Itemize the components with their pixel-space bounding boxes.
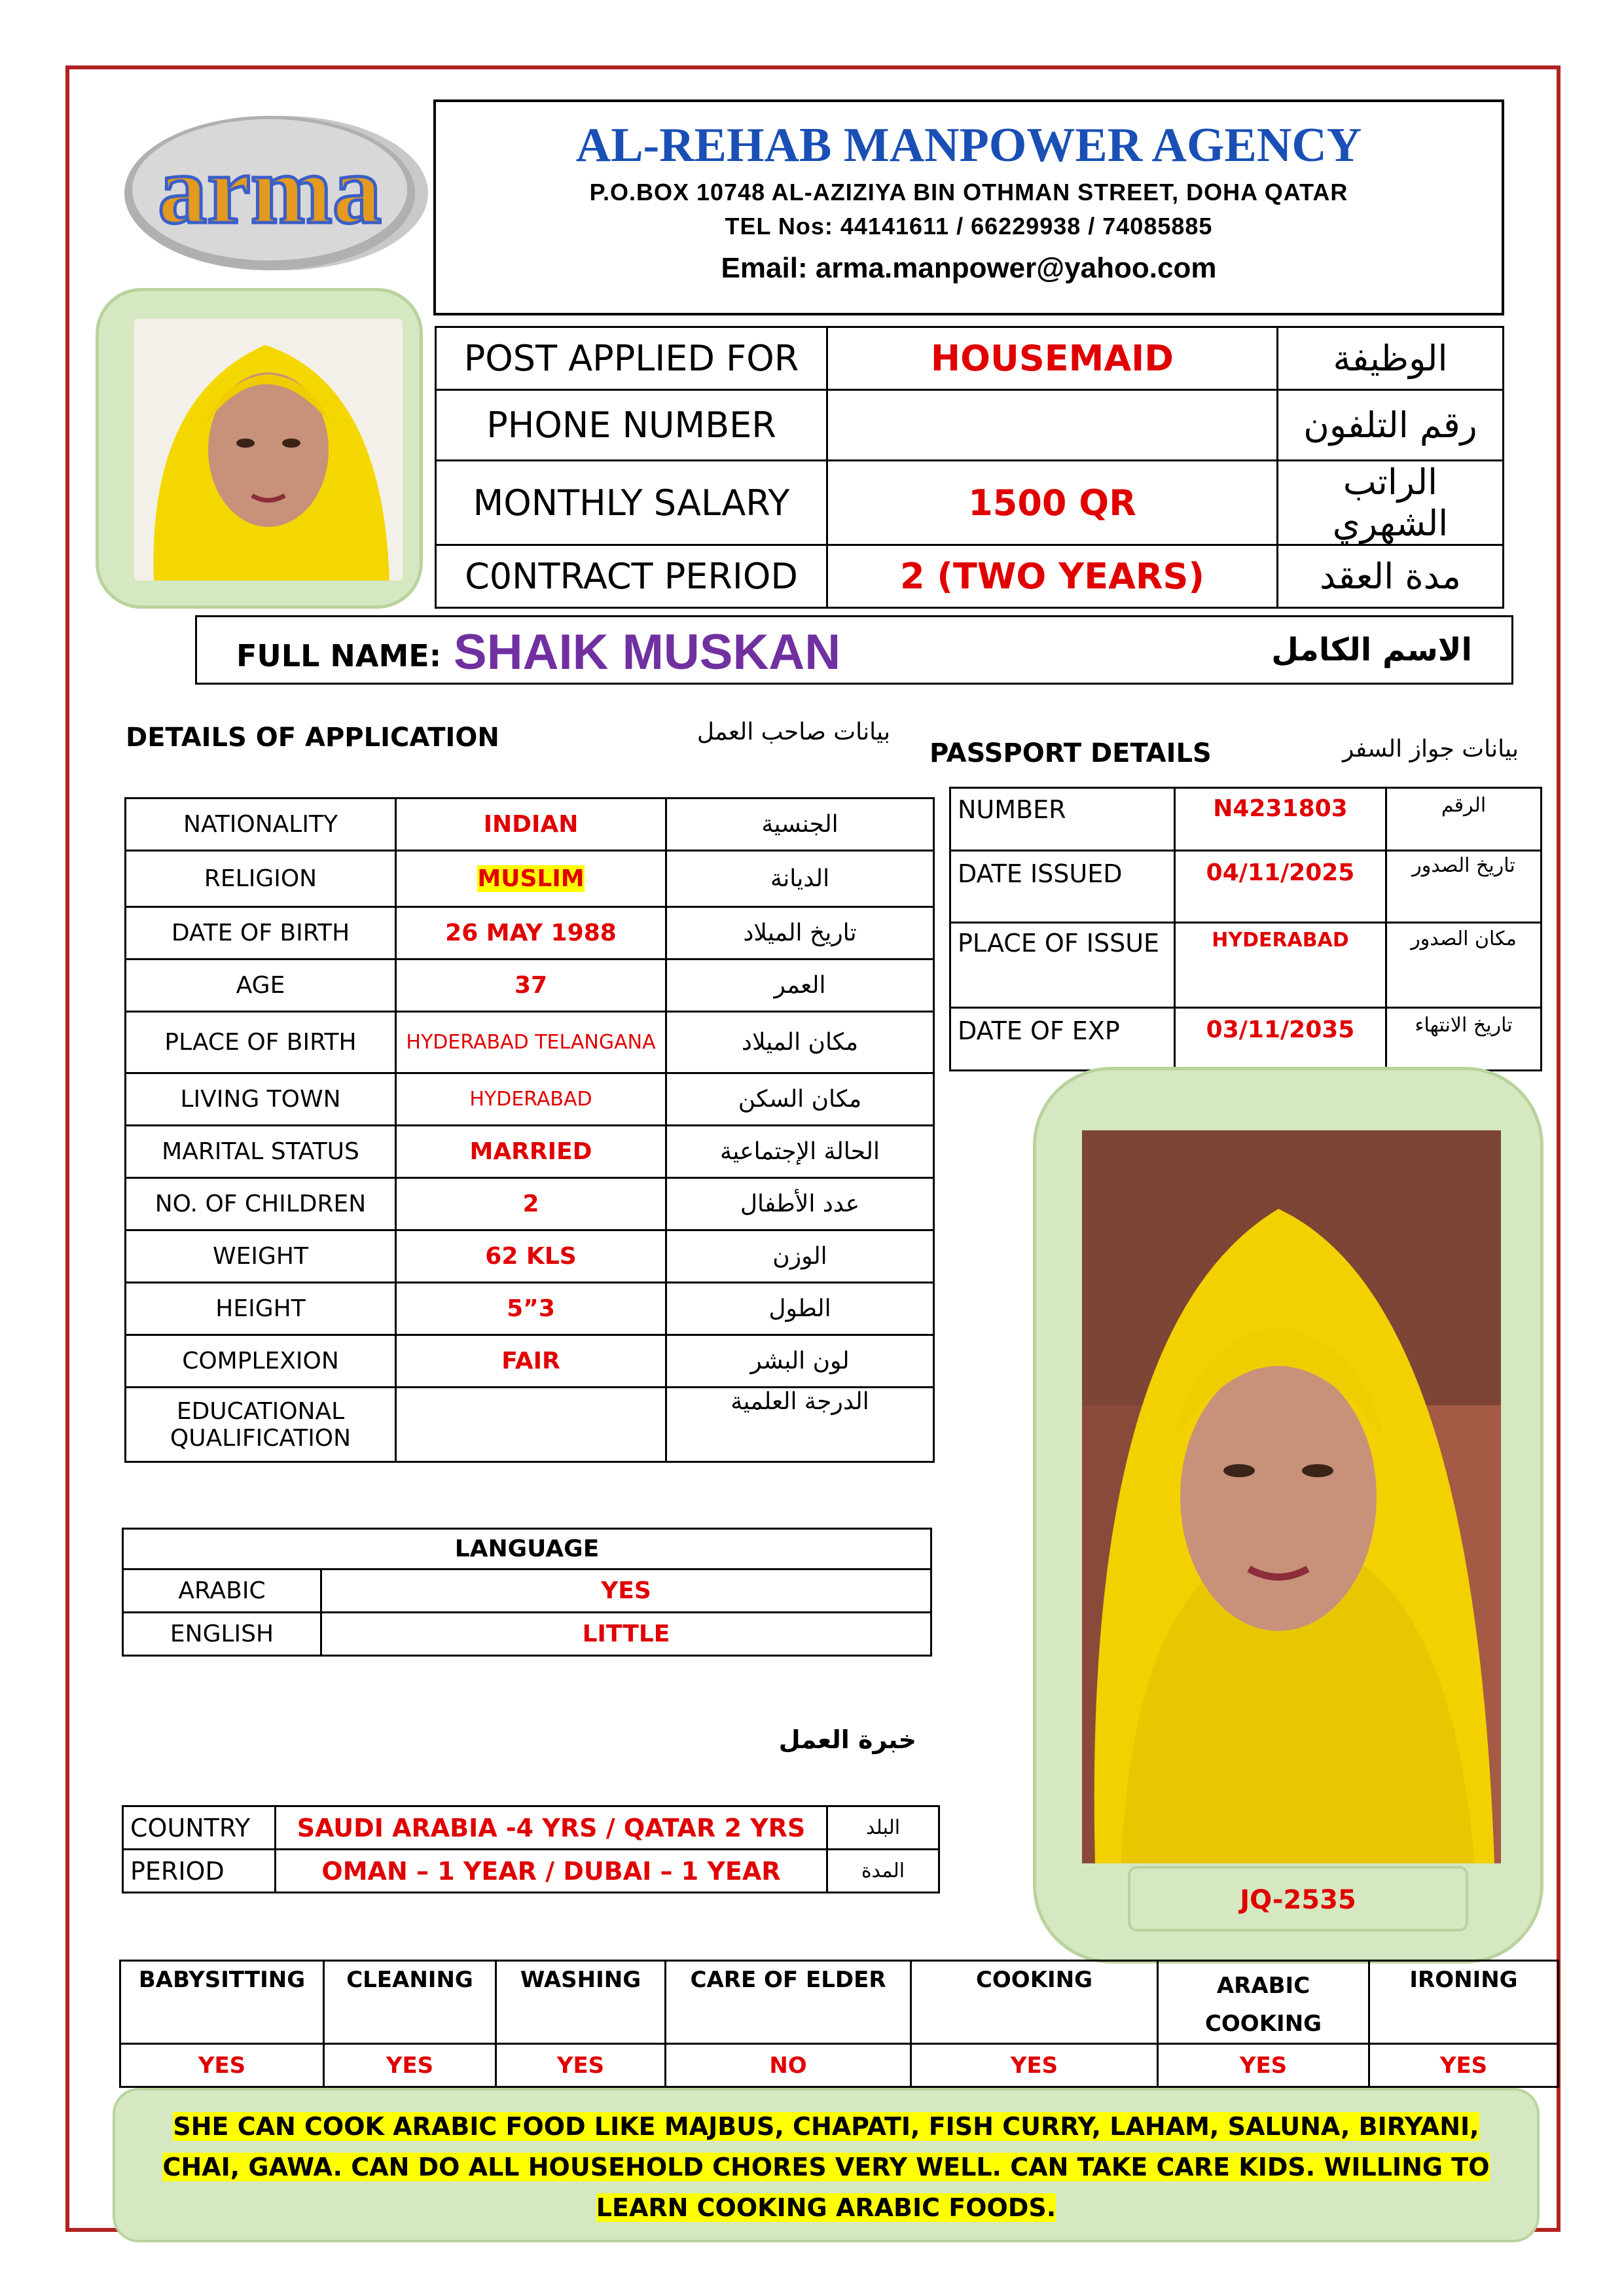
remarks-text: SHE CAN COOK ARABIC FOOD LIKE MAJBUS, CHAPATI, FISH CURRY, LAHAM, SALUNA, BIRYANI, CHAI, GAWA. CAN DO ALL HOUSEHOLD CHORES VERY WELL. CAN TAKE CARE KIDS. WILLING TO LEARN COOKING ARABIC FOODS. [162,2112,1490,2222]
photo-large-frame [1033,1067,1543,1964]
table-row [123,1806,939,1850]
app-value [396,851,666,907]
table-row [126,1178,934,1230]
table-row [126,798,934,851]
app-value: MARRIED [396,1126,666,1178]
agency-logo [119,105,433,281]
job-label: MONTHLY SALARY [436,461,827,545]
skill-header: COOKING [911,1961,1158,2044]
skill-value: YES [1158,2044,1369,2087]
table-row [950,1008,1542,1071]
agency-name: AL-REHAB MANPOWER AGENCY [575,118,1362,172]
application-table [124,797,935,1463]
table-row [126,851,934,907]
app-label: WEIGHT [126,1230,396,1283]
app-value: HYDERABAD TELANGANA [396,1012,666,1073]
app-value: 5”3 [396,1283,666,1335]
language-table [122,1528,932,1657]
language-label: ARABIC [123,1570,321,1613]
table-row [123,1850,939,1893]
agency-header [433,99,1504,315]
photo-small-frame [96,288,423,609]
skill-header: CLEANING [324,1961,496,2044]
job-value: 2 (TWO YEARS) [827,545,1278,608]
app-label: PLACE OF BIRTH [126,1012,396,1073]
full-name-value: SHAIK MUSKAN [454,624,841,680]
app-label: DATE OF BIRTH [126,907,396,960]
table-row [120,1961,1559,2044]
experience-label: COUNTRY [123,1806,276,1850]
passport-label-ar: تاريخ الانتهاء [1386,1008,1542,1071]
language-value: LITTLE [321,1613,931,1656]
agency-tel: TEL Nos: 44141611 / 66229938 / 74085885 [725,213,1213,240]
table-row [126,960,934,1012]
skill-value: YES [911,2044,1158,2087]
passport-label-ar: تاريخ الصدور [1386,851,1542,923]
job-row [436,327,1504,390]
skill-value: YES [324,2044,496,2087]
full-name-box [195,615,1513,685]
passport-title-ar: بيانات جواز السفر [1342,736,1519,762]
table-row [126,1335,934,1388]
remarks-box [113,2088,1540,2242]
application-title: DETAILS OF APPLICATION [126,723,499,753]
app-label-ar: عدد الأطفال [666,1178,934,1230]
table-row [126,907,934,960]
table-row [126,1230,934,1283]
logo-text: arma [158,135,382,244]
job-table [435,326,1504,609]
religion-highlight: MUSLIM [477,865,585,892]
app-label: EDUCATIONAL QUALIFICATION [126,1388,396,1462]
table-row [126,1012,934,1073]
job-row [436,390,1504,461]
passport-table [949,787,1542,1071]
passport-value: 04/11/2025 [1175,851,1386,923]
app-value: 2 [396,1178,666,1230]
experience-label: PERIOD [123,1850,276,1893]
skill-header: CARE OF ELDER [666,1961,911,2044]
app-value: 37 [396,960,666,1012]
skill-header: BABYSITTING [120,1961,324,2044]
photo-small [134,319,403,581]
table-row [123,1613,931,1656]
app-label-ar: الطول [666,1283,934,1335]
skill-value: YES [1369,2044,1559,2087]
job-row [436,461,1504,545]
job-label-ar: مدة العقد [1278,545,1504,608]
app-label-ar: العمر [666,960,934,1012]
full-name-label: FULL NAME: [236,638,442,673]
photo-large [1082,1130,1501,1863]
app-label: MARITAL STATUS [126,1126,396,1178]
app-label: COMPLEXION [126,1335,396,1388]
app-label-ar: الديانة [666,851,934,907]
skill-header: WASHING [496,1961,666,2044]
experience-value: OMAN – 1 YEAR / DUBAI – 1 YEAR [276,1850,827,1893]
application-title-ar: بيانات صاحب العمل [696,719,890,745]
app-label: AGE [126,960,396,1012]
table-row [950,851,1542,923]
app-label: RELIGION [126,851,396,907]
experience-label-ar: البلد [827,1806,939,1850]
app-value: FAIR [396,1335,666,1388]
language-title: LANGUAGE [123,1529,931,1570]
table-row [123,1529,931,1570]
skill-value: YES [496,2044,666,2087]
language-label: ENGLISH [123,1613,321,1656]
app-label-ar: الحالة الإجتماعية [666,1126,934,1178]
job-row [436,545,1504,608]
experience-label-ar: المدة [827,1850,939,1893]
job-value: HOUSEMAID [827,327,1278,390]
app-value [396,1388,666,1462]
app-label: LIVING TOWN [126,1073,396,1126]
app-label-ar: لون البشر [666,1335,934,1388]
app-value: 26 MAY 1988 [396,907,666,960]
job-value [827,390,1278,461]
passport-label-ar: الرقم [1386,788,1542,851]
table-row [950,788,1542,851]
job-value: 1500 QR [827,461,1278,545]
job-label-ar: الوظيفة [1278,327,1504,390]
passport-value: N4231803 [1175,788,1386,851]
app-value: 62 KLS [396,1230,666,1283]
table-row [126,1283,934,1335]
table-row [126,1126,934,1178]
app-label-ar: الوزن [666,1230,934,1283]
passport-label: NUMBER [950,788,1175,851]
passport-label: PLACE OF ISSUE [950,923,1175,1008]
passport-label: DATE ISSUED [950,851,1175,923]
language-value: YES [321,1570,931,1613]
table-row [123,1570,931,1613]
full-name-label-ar: الاسم الكامل [1271,632,1472,668]
agency-address: P.O.BOX 10748 AL-AZIZIYA BIN OTHMAN STREET, DOHA QATAR [589,179,1348,206]
app-label-ar: تاريخ الميلاد [666,907,934,960]
passport-value: 03/11/2035 [1175,1008,1386,1071]
passport-label: DATE OF EXP [950,1008,1175,1071]
skill-value: YES [120,2044,324,2087]
agency-email[interactable]: Email: arma.manpower@yahoo.com [721,252,1217,284]
job-label: C0NTRACT PERIOD [436,545,827,608]
app-value: HYDERABAD [396,1073,666,1126]
table-row [120,2044,1559,2087]
skills-table [119,1960,1559,2088]
app-label-ar: الدرجة العلمية [666,1388,934,1462]
experience-value: SAUDI ARABIA -4 YRS / QATAR 2 YRS [276,1806,827,1850]
skill-value: NO [666,2044,911,2087]
app-label: NO. OF CHILDREN [126,1178,396,1230]
app-label: HEIGHT [126,1283,396,1335]
experience-table [122,1805,940,1893]
table-row [126,1073,934,1126]
table-row [950,923,1542,1008]
experience-title-ar: خبرة العمل [778,1725,916,1754]
reference-code: JQ-2535 [1240,1885,1356,1915]
passport-value: HYDERABAD [1175,923,1386,1008]
app-label-ar: مكان الميلاد [666,1012,934,1073]
job-label: POST APPLIED FOR [436,327,827,390]
passport-label-ar: مكان الصدور [1386,923,1542,1008]
reference-code-tab [1128,1866,1468,1931]
table-row [126,1388,934,1462]
app-label: NATIONALITY [126,798,396,851]
job-label-ar: رقم التلفون [1278,390,1504,461]
job-label: PHONE NUMBER [436,390,827,461]
skill-header: ARABIC COOKING [1158,1961,1369,2044]
app-label-ar: الجنسية [666,798,934,851]
app-value: INDIAN [396,798,666,851]
app-label-ar: مكان السكن [666,1073,934,1126]
skill-header: IRONING [1369,1961,1559,2044]
passport-title: PASSPORT DETAILS [929,738,1212,768]
job-label-ar: الراتب الشهري [1278,461,1504,545]
